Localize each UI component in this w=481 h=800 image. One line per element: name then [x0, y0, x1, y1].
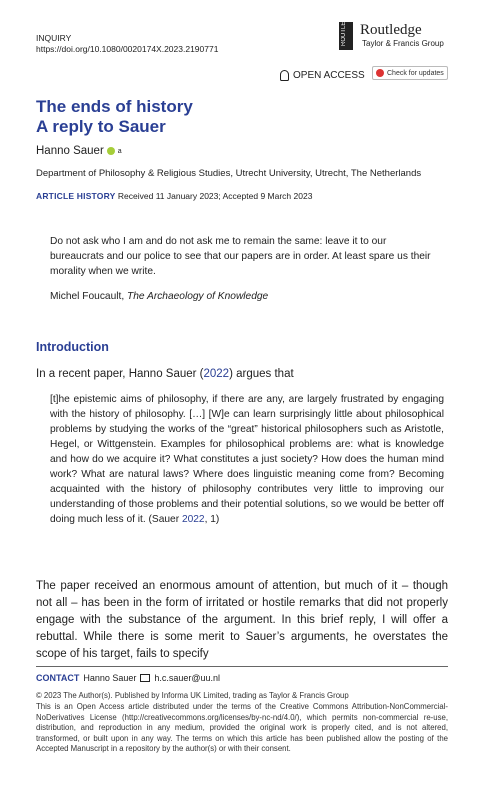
open-access-badge [280, 70, 365, 81]
history-label: ARTICLE HISTORY [36, 191, 116, 201]
doi-link[interactable]: https://doi.org/10.1080/0020174X.2023.2190771 [36, 44, 219, 54]
paragraph-2: The paper received an enormous amount of attention, but much of it – though not all – has been in the form of irritated or hostile remarks that did not properly engage with the substance of the argument. In this brief reply, I will offer a rebuttal. While there is some merit to Sauer’s arguments, he overstates the scope of his target, fails to specify [36, 580, 448, 660]
affiliation: Department of Philosophy & Religious Studies, Utrecht University, Utrecht, The Netherlands [36, 168, 422, 179]
epigraph-work: The Archaeology of Knowledge [127, 291, 269, 302]
epigraph-author: Michel Foucault, [50, 291, 128, 302]
block-quote [50, 392, 444, 527]
article-title [36, 97, 193, 137]
orcid-icon[interactable] [107, 147, 115, 155]
license-text: This is an Open Access article distributed under the terms of the Creative Commons Attribution-NonCommercial-NoDerivatives License (http://creativecommons.org/licenses/by-nc-nd/4.0/), which permits non-commercial re-use, distribution, and reproduction in any medium, provided the original work is properly cited, and is not altered, transformed, or built upon in any way. The terms on which this article has been published allow the posting of the Accepted Manuscript in a repository by the author(s) or with their consent. [36, 702, 448, 753]
contact-email[interactable]: h.c.sauer@uu.nl [154, 673, 221, 683]
open-access-label: OPEN ACCESS [293, 70, 365, 81]
author-affil-marker: a [117, 147, 122, 155]
journal-name: INQUIRY [36, 33, 72, 43]
contact-line [36, 673, 220, 683]
quote-citation-link[interactable]: 2022 [181, 514, 205, 525]
quote-end: , 1) [204, 514, 220, 525]
author [36, 145, 122, 157]
publisher-name: Routledge [360, 22, 422, 38]
epigraph: Do not ask who I am and do not ask me to remain the same: leave it to our bureaucrats and our police to see that our papers are in order. At least spare us their morality when we write. [50, 236, 431, 277]
section-heading-introduction: Introduction [36, 340, 109, 354]
logo-text: ROUTLEDGE [341, 8, 347, 46]
title-line-2: A reply to Sauer [36, 117, 166, 136]
footer-divider [36, 666, 448, 667]
contact-name: Hanno Sauer [83, 673, 137, 683]
epigraph-citation [50, 291, 268, 302]
p1-start: In a recent paper, Hanno Sauer ( [36, 368, 204, 380]
quote-text: [t]he epistemic aims of philosophy, if there are any, are largely frustrated by engaging with the history of philosophy. […] [W]e can learn surprisingly little about philosophical problems by studying the works of the “great” historical philosophers such as Aristotle, Hegel, or Wittgenstein. Examples for philosophical problems are: what is knowledge and how do we acquire it? What constitutes a just society? How does the human mind work? What are natural laws? Where does linguistic meaning come from? Becoming acquainted with the history of philosophy contributes very little to improving our understanding of those problems and their potential solutions, so we would be better off doing much less of it. (Sauer [50, 394, 444, 525]
title-line-1: The ends of history [36, 97, 193, 116]
author-name[interactable]: Hanno Sauer [36, 145, 104, 157]
open-lock-icon [280, 70, 289, 81]
crossmark-icon [376, 69, 384, 77]
paragraph-1 [36, 368, 294, 380]
envelope-icon [140, 674, 150, 682]
routledge-logo [339, 8, 353, 50]
history-text: Received 11 January 2023; Accepted 9 March 2023 [117, 191, 313, 201]
publisher-sub: Taylor & Francis Group [362, 39, 444, 48]
contact-label: CONTACT [36, 673, 80, 683]
check-updates-label: Check for updates [387, 69, 444, 77]
copyright: © 2023 The Author(s). Published by Informa UK Limited, trading as Taylor & Francis Group [36, 691, 349, 700]
check-for-updates-button[interactable] [372, 66, 448, 80]
article-history [36, 191, 312, 201]
p1-end: ) argues that [229, 368, 294, 380]
citation-link[interactable]: 2022 [203, 368, 230, 380]
